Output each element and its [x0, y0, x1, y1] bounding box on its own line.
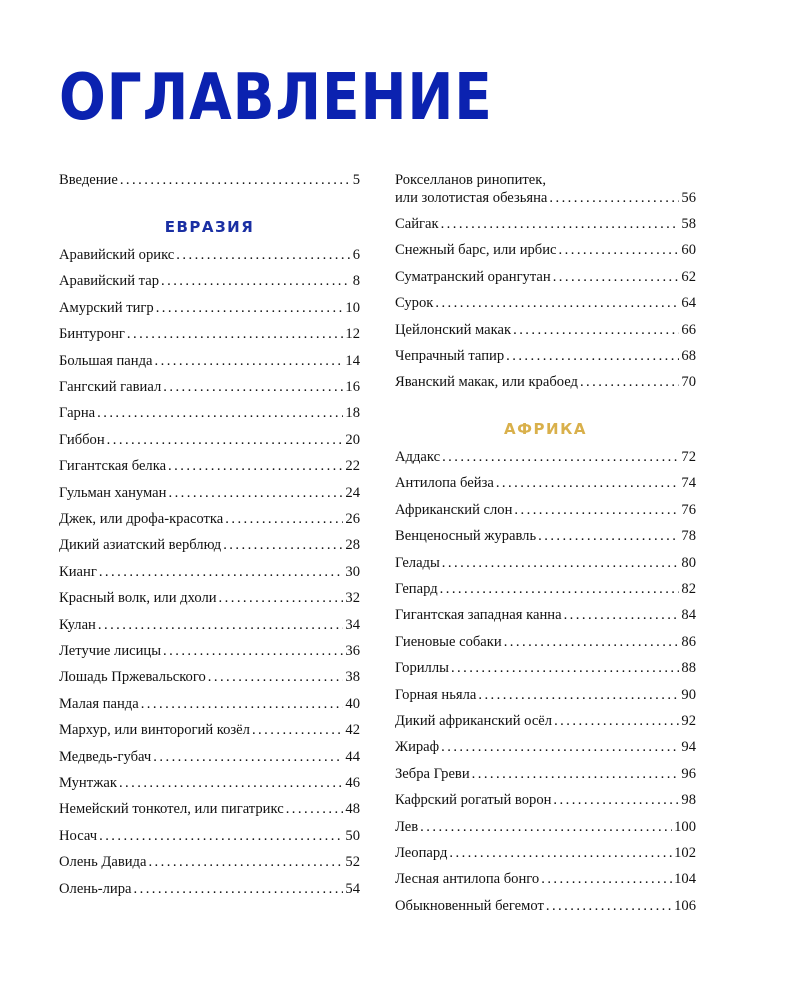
toc-entry-page: 72	[681, 449, 696, 465]
toc-entry[interactable]	[59, 721, 360, 739]
toc-entry-page: 28	[345, 537, 360, 554]
toc-entry-page: 52	[345, 854, 360, 871]
toc-entry-name: Горная ньяла	[395, 686, 477, 703]
toc-entry-page: 20	[345, 431, 360, 448]
toc-entry[interactable]	[395, 765, 696, 783]
toc-entry-name: Гепард	[395, 581, 438, 597]
toc-entry-page: 84	[681, 607, 696, 624]
dot-leader	[420, 818, 672, 836]
toc-entry[interactable]	[395, 791, 696, 809]
toc-entry-page: 38	[345, 669, 360, 686]
toc-entry[interactable]	[59, 589, 360, 607]
dot-leader	[435, 294, 679, 312]
toc-entry-name: Снежный барс, или ирбис	[395, 242, 557, 259]
toc-entry[interactable]	[59, 695, 360, 713]
toc-entry[interactable]	[395, 373, 696, 391]
toc-entry-name: Лев	[395, 818, 419, 835]
toc-entry-name: Аддакс	[395, 449, 441, 465]
dot-leader	[286, 800, 344, 818]
dot-leader	[119, 774, 343, 792]
toc-entry[interactable]	[59, 536, 360, 554]
toc-entry[interactable]	[59, 642, 360, 660]
toc-entry-page: 62	[681, 268, 696, 285]
toc-entry-page: 68	[681, 348, 696, 364]
dot-leader	[546, 897, 672, 915]
toc-entry-page: 16	[345, 379, 360, 395]
toc-entry-page: 18	[345, 405, 360, 422]
toc-entry-name-line1: Рокселланов ринопитек,	[395, 172, 547, 188]
toc-entry[interactable]	[59, 325, 360, 343]
toc-entry-name: Гарна	[59, 405, 96, 422]
toc-entry-page: 106	[674, 897, 696, 914]
toc-entry-name: Суматранский орангутан	[395, 268, 551, 285]
toc-entry-page: 66	[681, 321, 696, 338]
toc-entry-page: 6	[352, 247, 360, 263]
toc-entry[interactable]	[59, 563, 360, 581]
toc-entry-name: Летучие лисицы	[59, 643, 162, 659]
dot-leader	[168, 484, 343, 502]
toc-entry-name: Гориллы	[395, 660, 449, 677]
toc-entry-name: Жираф	[395, 739, 440, 756]
toc-entry-name: Олень Давида	[59, 854, 147, 871]
toc-entry[interactable]	[59, 272, 360, 290]
toc-entry-page: 70	[681, 374, 696, 391]
dot-leader	[496, 474, 680, 492]
toc-entry[interactable]	[395, 738, 696, 756]
toc-entry-page: 46	[345, 775, 360, 791]
toc-entry-page: 24	[345, 484, 360, 501]
toc-entry-page: 42	[345, 722, 360, 739]
toc-entry-page: 40	[345, 695, 360, 712]
toc-entry-name: Дикий африканский осёл	[395, 713, 553, 729]
dot-leader	[564, 606, 680, 624]
section-heading-eurasia: ЕВРАЗИЯ	[164, 218, 255, 236]
toc-entry-name: Бинтуронг	[59, 326, 125, 343]
dot-leader	[225, 510, 343, 528]
toc-entry[interactable]	[395, 870, 696, 888]
toc-entry-intro[interactable]	[59, 171, 360, 189]
toc-entry[interactable]	[395, 347, 696, 365]
toc-entry-name: Цейлонский макак	[395, 321, 512, 338]
toc-entry-name: Гигантская западная канна	[395, 607, 562, 624]
toc-entry-page: 36	[345, 643, 360, 659]
dot-leader	[98, 616, 344, 634]
toc-entry-name: Зебра Греви	[395, 765, 470, 782]
toc-entry-name: Лесная антилопа бонго	[395, 871, 540, 888]
toc-entry-page: 90	[681, 686, 696, 703]
toc-entry[interactable]	[395, 686, 696, 704]
dot-leader	[478, 686, 679, 704]
toc-entry[interactable]	[395, 606, 696, 624]
toc-entry-name: Медведь-губач	[59, 748, 152, 765]
toc-entry-name: Антилопа бейза	[395, 475, 494, 492]
toc-entry-name: Джек, или дрофа-красотка	[59, 511, 224, 527]
toc-entry[interactable]	[395, 580, 696, 598]
toc-entry-name: Венценосный журавль	[395, 528, 537, 545]
toc-entry[interactable]	[59, 431, 360, 449]
dot-leader	[107, 431, 344, 449]
dot-leader	[141, 695, 344, 713]
toc-entry-page: 32	[345, 590, 360, 607]
toc-entry-page: 102	[674, 845, 696, 861]
dot-leader	[441, 738, 679, 756]
toc-entry-page: 26	[345, 511, 360, 527]
toc-entry-page: 5	[352, 172, 360, 188]
dot-leader	[538, 527, 679, 545]
toc-entry-page: 92	[681, 713, 696, 729]
toc-entry-page: 10	[345, 299, 360, 316]
dot-leader	[156, 299, 344, 317]
toc-entry[interactable]	[395, 448, 696, 466]
dot-leader	[168, 457, 343, 475]
toc-entry[interactable]	[395, 712, 696, 730]
toc-entry-name: Дикий азиатский верблюд	[59, 537, 222, 554]
dot-leader	[549, 189, 679, 207]
toc-entry[interactable]	[59, 853, 360, 871]
toc-entry-name: Введение	[59, 172, 118, 188]
toc-entry[interactable]	[395, 554, 696, 572]
toc-entry[interactable]	[59, 246, 360, 264]
toc-entry[interactable]	[59, 457, 360, 475]
toc-entry-page: 34	[345, 616, 360, 633]
toc-entry-name: Сайгак	[395, 216, 439, 232]
dot-leader	[153, 748, 343, 766]
toc-entry-name: Гиеновые собаки	[395, 633, 502, 650]
toc-entry[interactable]	[59, 800, 360, 818]
toc-entry[interactable]	[395, 294, 696, 312]
toc-entry-page: 104	[674, 871, 696, 888]
page-title: ОГЛАВЛЕНИЕ	[59, 61, 493, 135]
dot-leader	[208, 668, 344, 686]
dot-leader	[514, 501, 679, 519]
dot-leader	[449, 844, 672, 862]
toc-entry[interactable]	[395, 527, 696, 545]
dot-leader	[97, 404, 343, 422]
dot-leader	[559, 241, 680, 259]
toc-entry-name: Африканский слон	[395, 501, 513, 518]
toc-entry-page: 58	[681, 216, 696, 232]
dot-leader	[99, 827, 343, 845]
toc-entry-name: Аравийский орикс	[59, 247, 175, 263]
dot-leader	[553, 791, 679, 809]
toc-entry[interactable]	[59, 748, 360, 766]
toc-entry[interactable]	[395, 474, 696, 492]
toc-entry-name: Олень-лира	[59, 880, 132, 897]
toc-entry-page: 74	[681, 475, 696, 492]
toc-entry-name: Кулан	[59, 616, 96, 633]
toc-entry-page: 88	[681, 660, 696, 677]
dot-leader	[155, 352, 344, 370]
dot-leader	[161, 272, 351, 290]
toc-entry[interactable]	[59, 774, 360, 792]
dot-leader	[120, 171, 351, 189]
toc-entry-page: 54	[345, 880, 360, 897]
toc-entry-name: Кафрский рогатый ворон	[395, 792, 552, 809]
toc-entry-page: 78	[681, 528, 696, 545]
toc-entry-page: 64	[681, 295, 696, 312]
toc-entry-name: Мунтжак	[59, 775, 117, 791]
dot-leader	[442, 554, 680, 572]
toc-entry-name: Аравийский тар	[59, 273, 159, 290]
toc-entry-name: Леопард	[395, 845, 448, 861]
dot-leader	[513, 321, 679, 339]
dot-leader	[451, 659, 679, 677]
toc-entry-page: 8	[352, 273, 360, 290]
dot-leader	[472, 765, 680, 783]
dot-leader	[223, 536, 343, 554]
dot-leader	[252, 721, 343, 739]
toc-entry-page: 30	[345, 563, 360, 580]
toc-entry-page: 100	[674, 818, 696, 835]
dot-leader	[148, 853, 343, 871]
dot-leader	[554, 712, 679, 730]
dot-leader	[163, 642, 343, 660]
section-heading-africa: АФРИКА	[504, 420, 587, 438]
toc-entry-page: 44	[345, 748, 360, 765]
toc-entry-name: Мархур, или винторогий козёл	[59, 722, 250, 739]
toc-entry[interactable]	[59, 880, 360, 898]
toc-entry[interactable]	[395, 633, 696, 651]
toc-entry-page: 82	[681, 581, 696, 597]
toc-entry-page: 76	[681, 501, 696, 518]
toc-entry-page: 60	[681, 242, 696, 259]
toc-entry[interactable]	[395, 897, 696, 915]
toc-entry[interactable]	[59, 378, 360, 396]
toc-entry[interactable]	[59, 352, 360, 370]
toc-entry-page: 96	[681, 765, 696, 782]
toc-entry[interactable]	[59, 510, 360, 528]
toc-entry-name-line2: или золотистая обезьяна	[395, 190, 548, 206]
dot-leader	[176, 246, 350, 264]
toc-entry-page: 14	[345, 352, 360, 369]
toc-entry-name: Красный волк, или дхоли	[59, 590, 217, 607]
toc-entry-name: Сурок	[395, 295, 434, 312]
toc-entry-page: 12	[345, 326, 360, 343]
toc-entry-page: 94	[681, 739, 696, 756]
dot-leader	[441, 215, 680, 233]
toc-entry-name: Большая панда	[59, 352, 153, 369]
toc-entry-name: Кианг	[59, 563, 97, 580]
toc-entry[interactable]	[395, 818, 696, 836]
toc-entry-name: Гиббон	[59, 431, 105, 448]
toc-entry-name: Гелады	[395, 554, 440, 571]
dot-leader	[442, 448, 679, 466]
toc-entry[interactable]	[395, 241, 696, 259]
toc-entry-name: Гигантская белка	[59, 458, 167, 475]
dot-leader	[127, 325, 344, 343]
dot-leader	[541, 870, 672, 888]
toc-entry-name: Чепрачный тапир	[395, 348, 505, 364]
toc-entry[interactable]	[395, 268, 696, 286]
dot-leader	[163, 378, 343, 396]
toc-entry[interactable]	[59, 827, 360, 845]
dot-leader	[504, 633, 680, 651]
toc-entry-page: 48	[345, 801, 360, 818]
toc-entry[interactable]	[59, 616, 360, 634]
toc-entry[interactable]	[395, 501, 696, 519]
toc-entry-name: Малая панда	[59, 695, 139, 712]
toc-entry-multiline[interactable]	[395, 171, 696, 207]
toc-entry-name: Амурский тигр	[59, 299, 154, 316]
toc-entry-page: 22	[345, 458, 360, 475]
dot-leader	[553, 268, 680, 286]
toc-entry[interactable]	[395, 321, 696, 339]
toc-entry-page: 86	[681, 633, 696, 650]
toc-entry-name: Яванский макак, или крабоед	[395, 374, 578, 391]
toc-entry-page: 80	[681, 554, 696, 571]
toc-entry-page: 98	[681, 792, 696, 809]
toc-entry-name: Носач	[59, 827, 98, 844]
toc-entry[interactable]	[59, 404, 360, 422]
toc-entry-name: Гульман хануман	[59, 484, 167, 501]
toc-entry[interactable]	[395, 844, 696, 862]
toc-entry[interactable]	[395, 215, 696, 233]
dot-leader	[99, 563, 344, 581]
dot-leader	[219, 589, 344, 607]
toc-entry[interactable]	[395, 659, 696, 677]
toc-entry-name: Обыкновенный бегемот	[395, 897, 544, 914]
toc-entry-name: Лошадь Пржевальского	[59, 669, 206, 686]
dot-leader	[440, 580, 680, 598]
dot-leader	[134, 880, 344, 898]
toc-entry-page: 50	[345, 827, 360, 844]
dot-leader	[506, 347, 679, 365]
toc-entry[interactable]	[59, 484, 360, 502]
toc-entry-name: Немейский тонкотел, или пигатрикс	[59, 801, 284, 818]
toc-entry-name: Гангский гавиал	[59, 379, 162, 395]
dot-leader	[580, 373, 679, 391]
toc-entry[interactable]	[59, 299, 360, 317]
toc-entry[interactable]	[59, 668, 360, 686]
toc-entry-page: 56	[681, 190, 696, 206]
